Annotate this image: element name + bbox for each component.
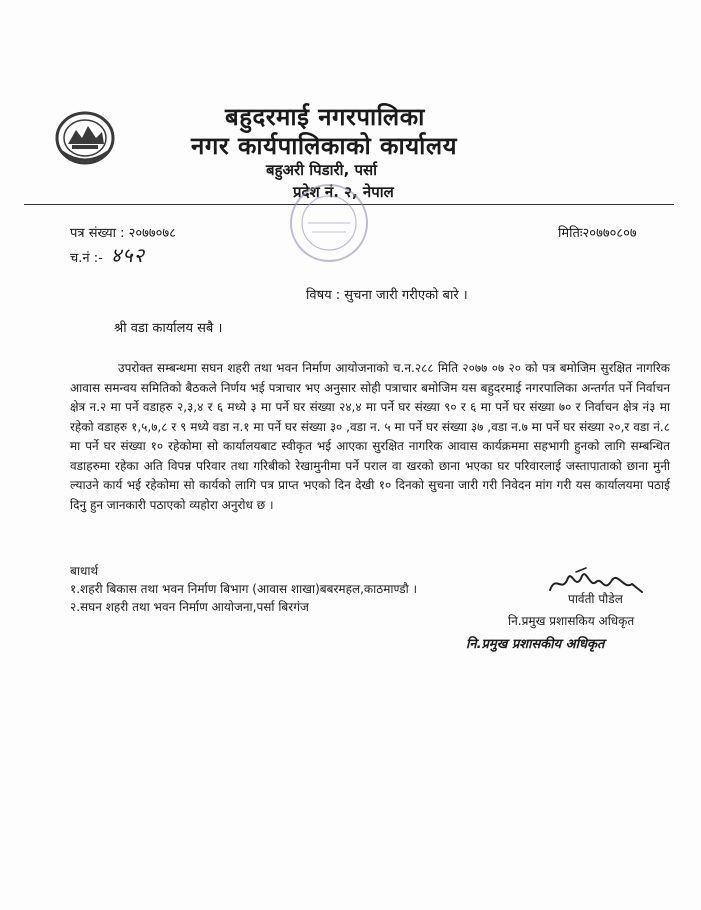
office-address: बहुअरी पिडारी, पर्सा [266,161,378,179]
municipality-emblem-icon [54,110,116,166]
letter-date: मितिः२०७७०८०७ [558,226,637,241]
letter-body: उपरोक्त सम्बन्धमा सघन शहरी तथा भवन निर्माण आयोजनाको च.न.२८८ मिति २०७७ ०७ २० को पत्र बमोजिम सुरक्षित नागरिक आवास समन्वय समितिको बैठकले निर्णय भई पत्राचार भए अनुसार सोही पत्राचार बमोजिम यस बहुदरमाई नगरपालिका अन्तर्गत पर्ने निर्वाचन क्षेत्र न.२ मा पर्ने वडाहरु २,३,४ र ६ मध्ये ३ मा पर्ने घर संख्या २४,४ मा पर्ने घर संख्या ९० र ६ मा पर्ने घर संख्या ७० र निर्वाचन क्षेत्र नं३ मा रहेको वडाहरु १,५,७,८ र ९ मध्ये वडा न.१ मा पर्ने घर संख्या ३० ,वडा न. ५ मा पर्ने घर संख्या ३७ ,वडा न.७ मा पर्ने घर संख्या २०,र वडा नं.८ मा पर्ने घर संख्या १० रहेकोमा सो कार्यालयबाट स्वीकृत भई आएका सुरक्षित नागरिक आवास कार्यक्रममा सहभागी हुनको लागि सम्बन्धित वडाहरुमा रहेका अति विपन्न परिवार तथा गरिबीको रेखामुनीमा पर्ने पराल वा खरको छाना भएका घर परिवारलाई जस्तापाताको छाना मुनी ल्याउने कार्य भई रहेकोमा सो कार्यको लागि पत्र प्राप्त भएको दिन देखी १० दिनको सुचना जारी गरी निवेदन मांग गरी यस कार्यालयमा पठाई दिनु हुन जानकारी पठाएको व्यहोरा अनुरोध छ । [70,361,670,512]
cc-title: बाधार्थ [70,564,99,578]
dispatch-label: च.नं :- [70,251,103,266]
dispatch-number [70,241,145,268]
cc-item: २.सघन शहरी तथा भवन निर्माण आयोजना,पर्सा बिरगंज [70,600,309,614]
dispatch-value: ४५२ [110,243,146,267]
letter-addressee: श्री वडा कार्यालय सबै । [114,321,223,336]
letter-number: पत्र संख्या : २०७७०७८ [70,226,176,241]
letter-subject: विषय : सुचना जारी गरीएको बारे । [306,288,468,303]
signatory-title: नि.प्रमुख प्रशासकिय अधिकृत [508,614,635,628]
municipality-name: बहुदरमाई नगरपालिका [225,103,425,131]
office-province: प्रदेश नं. २, नेपाल [293,183,394,201]
cc-item: १.शहरी बिकास तथा भवन निर्माण बिभाग (आवास शाखा)बबरमहल,काठमाण्डौ । [70,582,418,596]
office-stamp-icon [286,180,372,266]
signatory-stamp: नि.प्रमुख प्रशासकीय अधिकृत [466,637,605,652]
office-name: नगर कार्यपालिकाको कार्यालय [191,132,458,160]
signatory-name: पार्वती पौडेल [568,592,623,606]
